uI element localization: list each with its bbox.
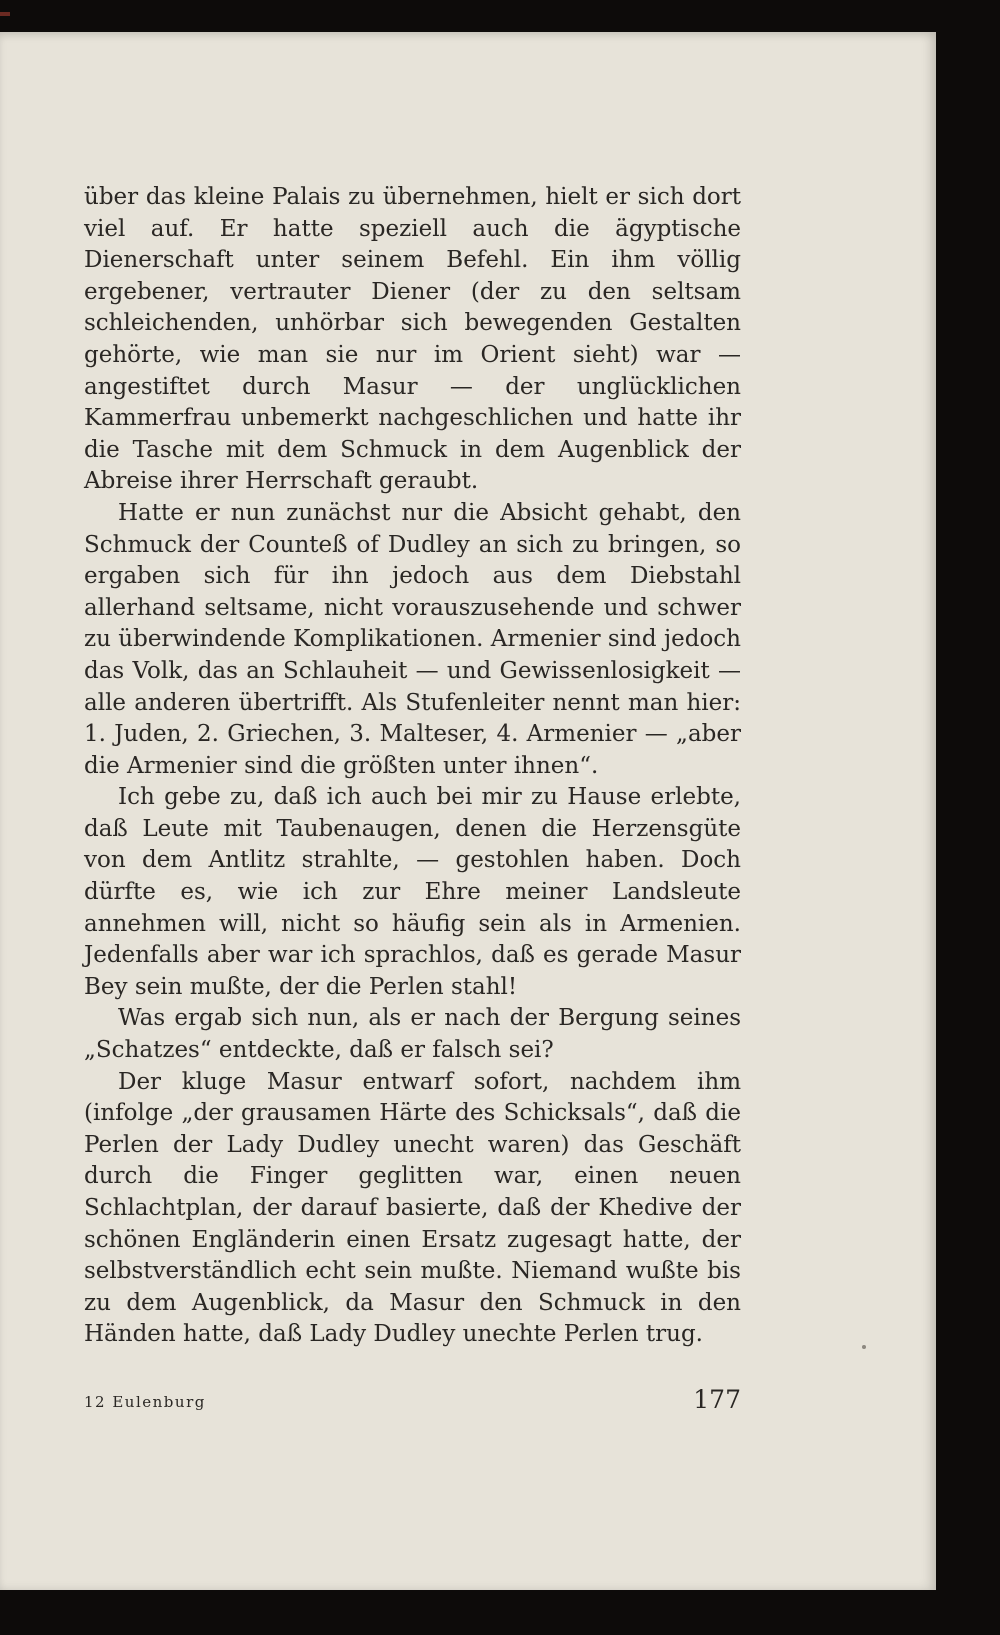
page-footer <box>84 1385 741 1419</box>
book-page <box>0 32 936 1590</box>
paragraph-2: Hatte er nun zunächst nur die Absicht gehabt, den Schmuck der Counteß of Dudley an sich zu bringen, so ergaben sich für ihn jedoch aus dem Diebstahl allerhand seltsame, nicht vorauszusehende und schwer zu überwindende Komplikationen. Armenier sind jedoch das Volk, das an Schlauheit — und Gewissenlosigkeit — alle anderen übertrifft. Als Stufenleiter nennt man hier: 1. Juden, 2. Griechen, 3. Malteser, 4. Armenier — „aber die Armenier sind die größten unter ihnen“. <box>84 499 741 779</box>
paper-speck <box>862 1345 866 1349</box>
paragraph-3: Ich gebe zu, daß ich auch bei mir zu Hause erlebte, daß Leute mit Taubenaugen, denen die Herzensgüte von dem Antlitz strahlte, — gestohlen haben. Doch dürfte es, wie ich zur Ehre meiner Landsleute annehmen will, nicht so häufig sein als in Armenien. Jedenfalls aber war ich sprachlos, daß es gerade Masur Bey sein mußte, der die Perlen stahl! <box>84 784 741 1000</box>
paragraph-5: Der kluge Masur entwarf sofort, nachdem ihm (infolge „der grausamen Härte des Schicksals“, daß die Perlen der Lady Dudley unecht waren) das Geschäft durch die Finger geglitten war, einen neuen Schlachtplan, der darauf basierte, daß der Khedive der schönen Engländerin einen Ersatz zugesagt hatte, der selbstverständlich echt sein mußte. Niemand wußte bis zu dem Augenblick, da Masur den Schmuck in den Händen hatte, daß Lady Dudley unechte Perlen trug. <box>84 1068 741 1348</box>
body-text <box>84 182 741 1351</box>
page-number: 177 <box>693 1385 741 1414</box>
printer-signature: 12 Eulenburg <box>84 1393 206 1411</box>
paragraph-1: über das kleine Palais zu übernehmen, hielt er sich dort viel auf. Er hatte speziell auch die ägyptische Dienerschaft unter seinem Befehl. Ein ihm völlig ergebener, vertrauter Diener (der zu den seltsam schleichenden, unhörbar sich bewegenden Gestalten gehörte, wie man sie nur im Orient sieht) war — angestiftet durch Masur — der unglücklichen Kammerfrau unbemerkt nachgeschlichen und hatte ihr die Tasche mit dem Schmuck in dem Augenblick der Abreise ihrer Herrschaft geraubt. <box>84 184 741 495</box>
spine-edge <box>0 12 10 16</box>
paragraph-4: Was ergab sich nun, als er nach der Bergung seines „Schatzes“ entdeckte, daß er falsch sei? <box>84 1005 741 1064</box>
